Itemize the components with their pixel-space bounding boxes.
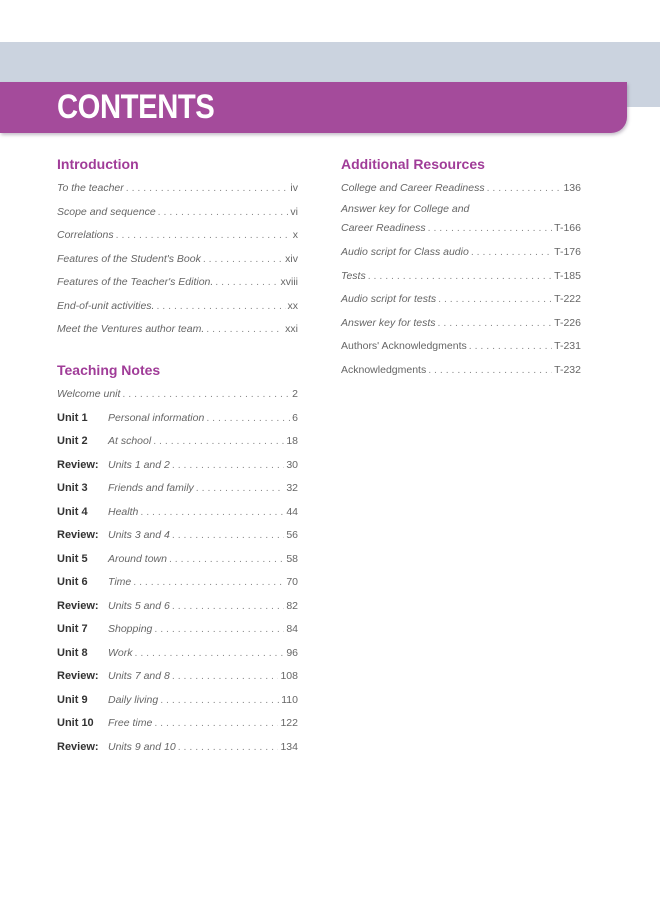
entry-title: College and Career Readiness <box>341 182 485 194</box>
unit-label: Unit 6 <box>57 576 88 588</box>
resources-list <box>341 177 581 382</box>
toc-entry[interactable] <box>57 201 298 225</box>
entry-second-line <box>341 218 581 242</box>
entry-title: Acknowledgments <box>341 363 427 376</box>
entry-page: T-176 <box>554 246 581 258</box>
entry-title: Welcome unit <box>57 388 121 400</box>
entry-page: T-226 <box>554 316 581 329</box>
entry-title: Units 5 and 6 <box>108 599 170 612</box>
dot-leader <box>158 201 289 225</box>
toc-entry-unit[interactable] <box>57 548 298 572</box>
toc-entry-unit[interactable] <box>57 430 298 454</box>
dot-leader <box>487 177 562 201</box>
entry-title: Free time <box>108 717 153 729</box>
dot-leader <box>153 430 284 454</box>
dot-leader <box>160 689 279 713</box>
toc-entry-unit[interactable] <box>57 665 298 689</box>
entry-title: Around town <box>108 552 167 565</box>
dot-leader <box>368 265 552 289</box>
entry-title: Features of the Student's Book <box>57 252 201 265</box>
dot-leader <box>116 224 291 248</box>
entry-title: Answer key for tests <box>341 316 436 329</box>
dot-leader <box>206 407 290 431</box>
toc-entry[interactable] <box>341 359 581 383</box>
unit-label: Unit 10 <box>57 717 94 729</box>
toc-entry[interactable] <box>57 177 298 201</box>
entry-page: vi <box>290 205 298 218</box>
dot-leader <box>203 248 283 272</box>
dot-leader <box>172 665 279 689</box>
toc-entry-unit[interactable] <box>57 501 298 525</box>
toc-entry[interactable] <box>57 248 298 272</box>
entry-title: Time <box>108 576 132 588</box>
dot-leader <box>172 524 284 548</box>
entry-title: Audio script for Class audio <box>341 246 469 258</box>
toc-entry-unit[interactable] <box>57 571 298 595</box>
entry-page: 136 <box>563 182 581 194</box>
toc-entry-unit[interactable] <box>57 689 298 713</box>
entry-page: 108 <box>280 670 298 682</box>
entry-page: 32 <box>286 482 298 494</box>
toc-entry-unit[interactable] <box>57 736 298 760</box>
dot-leader <box>428 218 553 238</box>
entry-page: T-185 <box>554 269 581 282</box>
entry-page: iv <box>290 182 298 194</box>
dot-leader <box>178 736 279 760</box>
units-list <box>57 407 298 760</box>
dot-leader <box>438 312 553 336</box>
toc-entry-unit[interactable] <box>57 595 298 619</box>
entry-title: End-of-unit activities. <box>57 299 155 312</box>
dot-leader <box>135 642 285 666</box>
unit-label: Unit 3 <box>57 482 88 494</box>
dot-leader <box>215 271 278 295</box>
dot-leader <box>172 595 284 619</box>
unit-label: Review: <box>57 458 99 471</box>
entry-title: Work <box>108 646 133 659</box>
entry-page: 6 <box>292 411 298 424</box>
entry-title: Personal information <box>108 411 205 424</box>
dot-leader <box>154 712 278 736</box>
teaching-notes-section <box>57 360 298 759</box>
toc-entry-unit[interactable] <box>57 407 298 431</box>
dot-leader <box>206 318 283 342</box>
unit-label: Unit 8 <box>57 646 88 659</box>
dot-leader <box>169 548 284 572</box>
unit-label: Unit 9 <box>57 693 88 706</box>
toc-entry[interactable] <box>341 201 581 242</box>
entry-page: 96 <box>286 646 298 659</box>
toc-entry-unit[interactable] <box>57 454 298 478</box>
entry-page: T-166 <box>554 221 581 234</box>
entry-title: Features of the Teacher's Edition. <box>57 276 214 288</box>
dot-leader <box>133 571 284 595</box>
entry-title: Health <box>108 505 139 518</box>
entry-page: xiv <box>285 252 298 265</box>
dot-leader <box>196 477 285 501</box>
entry-title-line2: Career Readiness <box>341 221 426 234</box>
entry-page: 56 <box>286 529 298 541</box>
toc-entry-welcome-unit[interactable] <box>57 383 298 407</box>
entry-page: 82 <box>286 599 298 612</box>
entry-page: 2 <box>292 388 298 400</box>
entry-page: 30 <box>286 458 298 471</box>
dot-leader <box>428 359 552 383</box>
entry-title: At school <box>108 435 152 447</box>
entry-page: xviii <box>280 276 298 288</box>
entry-page: T-231 <box>554 340 581 352</box>
toc-entry[interactable] <box>57 224 298 248</box>
unit-label: Review: <box>57 599 99 612</box>
teaching-notes-heading: Teaching Notes <box>57 362 161 378</box>
toc-entry[interactable] <box>341 177 581 201</box>
entry-page: 44 <box>286 505 298 518</box>
toc-entry[interactable] <box>341 288 581 312</box>
dot-leader <box>471 241 552 265</box>
toc-entry[interactable] <box>57 295 298 319</box>
entry-title: Authors' Acknowledgments <box>341 340 467 352</box>
entry-page: 58 <box>286 552 298 565</box>
toc-entry-unit[interactable] <box>57 477 298 501</box>
entry-title-line1: Answer key for College and <box>341 202 470 215</box>
entry-title: Correlations <box>57 229 114 241</box>
unit-label: Review: <box>57 529 99 541</box>
entry-title: Meet the Ventures author team. <box>57 323 205 335</box>
entry-page: 122 <box>280 717 298 729</box>
dot-leader <box>122 383 290 407</box>
introduction-heading: Introduction <box>57 156 139 172</box>
entry-page: T-222 <box>554 293 581 305</box>
toc-entry[interactable] <box>341 241 581 265</box>
entry-page: 134 <box>280 740 298 753</box>
toc-entry-unit[interactable] <box>57 712 298 736</box>
dot-leader <box>154 618 284 642</box>
entry-page: xx <box>287 299 298 312</box>
entry-page: 110 <box>281 693 298 706</box>
dot-leader <box>438 288 552 312</box>
toc-entry[interactable] <box>341 335 581 359</box>
entry-title: Units 9 and 10 <box>108 740 176 753</box>
entry-page: 70 <box>286 576 298 588</box>
entry-page: x <box>292 229 298 241</box>
dot-leader <box>172 454 284 478</box>
entry-title: Shopping <box>108 623 153 635</box>
entry-title: Friends and family <box>108 482 194 494</box>
additional-resources-section <box>341 154 581 382</box>
toc-entry[interactable] <box>341 265 581 289</box>
entry-title: Units 1 and 2 <box>108 458 170 471</box>
entry-title: Units 3 and 4 <box>108 529 170 541</box>
entry-page: T-232 <box>554 363 581 376</box>
dot-leader <box>156 295 285 319</box>
toc-entry[interactable] <box>341 312 581 336</box>
unit-label: Unit 2 <box>57 435 88 447</box>
unit-label: Review: <box>57 740 99 753</box>
page-title: CONTENTS <box>57 88 215 126</box>
unit-label: Review: <box>57 670 99 682</box>
entry-title: Audio script for tests <box>341 293 437 305</box>
entry-title: To the teacher <box>57 182 124 194</box>
introduction-section <box>57 154 298 342</box>
unit-label: Unit 5 <box>57 552 88 565</box>
entry-page: xxi <box>285 323 298 335</box>
dot-leader <box>469 335 552 359</box>
entry-page: 84 <box>286 623 298 635</box>
unit-label: Unit 4 <box>57 505 88 518</box>
dot-leader <box>140 501 284 525</box>
introduction-list <box>57 177 298 342</box>
unit-label: Unit 1 <box>57 411 88 424</box>
toc-entry-unit[interactable] <box>57 642 298 666</box>
toc-entry[interactable] <box>57 271 298 295</box>
entry-title: Units 7 and 8 <box>108 670 170 682</box>
entry-title: Daily living <box>108 693 159 706</box>
additional-resources-heading: Additional Resources <box>341 156 485 172</box>
unit-label: Unit 7 <box>57 623 88 635</box>
entry-title: Scope and sequence <box>57 205 156 218</box>
entry-title: Tests <box>341 269 366 282</box>
toc-entry[interactable] <box>57 318 298 342</box>
toc-entry-unit[interactable] <box>57 524 298 548</box>
entry-page: 18 <box>286 435 298 447</box>
toc-entry-unit[interactable] <box>57 618 298 642</box>
dot-leader <box>126 177 289 201</box>
